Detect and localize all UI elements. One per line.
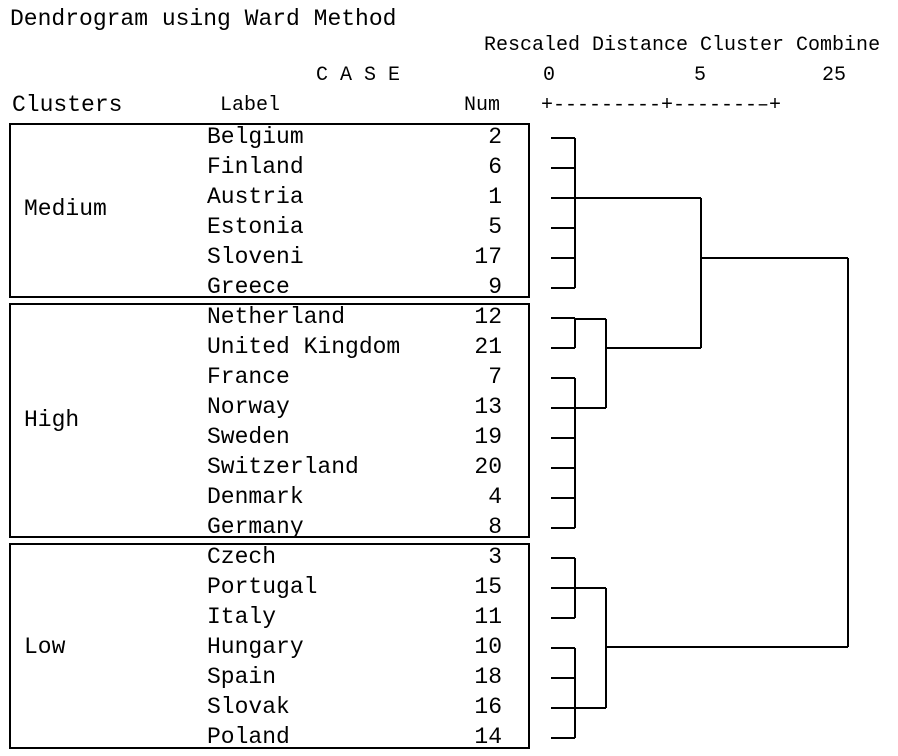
axis-tick-25: 25 <box>822 64 847 87</box>
case-label: Greece <box>207 274 290 300</box>
case-number: 1 <box>488 184 502 210</box>
case-label: Denmark <box>207 484 304 510</box>
case-number: 14 <box>474 724 502 750</box>
case-label: Spain <box>207 664 277 690</box>
case-label: Slovak <box>207 694 290 720</box>
cluster-name-medium: Medium <box>24 196 107 222</box>
num-header: Num <box>464 94 501 117</box>
case-number: 10 <box>474 634 502 660</box>
case-number: 21 <box>474 334 502 360</box>
case-label: Austria <box>207 184 304 210</box>
page-title: Dendrogram using Ward Method <box>10 6 397 32</box>
case-label: Sloveni <box>207 244 304 270</box>
case-header: C A S E <box>316 64 401 87</box>
case-number: 19 <box>474 424 502 450</box>
case-number: 6 <box>488 154 502 180</box>
case-label: Belgium <box>207 124 304 150</box>
case-label: United Kingdom <box>207 334 401 360</box>
axis-tick-5: 5 <box>694 64 707 87</box>
case-number: 9 <box>488 274 502 300</box>
case-label: Netherland <box>207 304 346 330</box>
case-label: Estonia <box>207 214 304 240</box>
case-number: 11 <box>474 604 502 630</box>
cluster-name-high: High <box>24 407 80 433</box>
case-label: Poland <box>207 724 290 750</box>
clusters-header: Clusters <box>12 92 123 118</box>
case-number: 2 <box>488 124 502 150</box>
case-label: Switzerland <box>207 454 359 480</box>
cluster-name-low: Low <box>24 634 66 660</box>
distance-axis-title: Rescaled Distance Cluster Combine <box>484 34 881 57</box>
case-label: Germany <box>207 514 304 540</box>
case-number: 5 <box>488 214 502 240</box>
case-number: 15 <box>474 574 502 600</box>
case-label: Portugal <box>207 574 318 600</box>
case-number: 16 <box>474 694 502 720</box>
case-number: 7 <box>488 364 502 390</box>
case-number: 20 <box>474 454 502 480</box>
case-number: 18 <box>474 664 502 690</box>
label-header: Label <box>220 94 281 117</box>
distance-axis-line: +---------+-------–+ <box>541 94 782 117</box>
case-number: 17 <box>474 244 502 270</box>
case-label: Finland <box>207 154 304 180</box>
case-number: 13 <box>474 394 502 420</box>
case-label: Hungary <box>207 634 304 660</box>
case-label: France <box>207 364 290 390</box>
case-label: Norway <box>207 394 290 420</box>
case-number: 12 <box>474 304 502 330</box>
case-number: 8 <box>488 514 502 540</box>
case-number: 4 <box>488 484 502 510</box>
case-label: Italy <box>207 604 277 630</box>
case-number: 3 <box>488 544 502 570</box>
axis-tick-0: 0 <box>543 64 556 87</box>
case-label: Sweden <box>207 424 290 450</box>
case-label: Czech <box>207 544 277 570</box>
